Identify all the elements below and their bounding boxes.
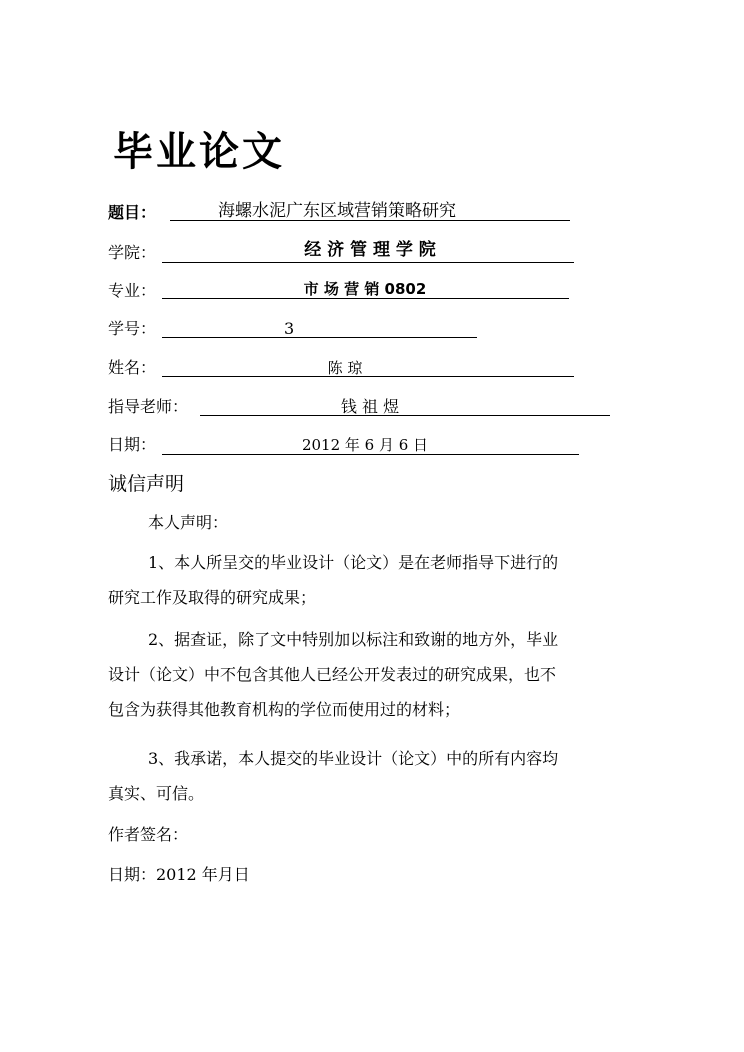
signature-date: 日期：2012 年月日 <box>108 865 250 884</box>
date-underline <box>162 454 579 455</box>
signature-label: 作者签名： <box>108 825 189 844</box>
declaration-item-1-line-2: 研究工作及取得的研究成果； <box>108 588 317 607</box>
advisor-value: 钱 祖 煜 <box>340 397 400 416</box>
declaration-item-1 <box>108 545 638 615</box>
major-underline <box>162 298 569 299</box>
topic-label: 题目： <box>108 203 157 222</box>
declaration-item-3-line-2: 真实、可信。 <box>108 784 205 803</box>
declaration-item-2-line-3: 包含为获得其他教育机构的学位而使用过的材料； <box>108 700 461 719</box>
declaration-item-2-line-1: 2、据查证，除了文中特别加以标注和致谢的地方外，毕业 <box>148 630 559 649</box>
topic-value: 海螺水泥广东区域营销策略研究 <box>218 201 456 221</box>
declaration-item-3-line-1: 3、我承诺，本人提交的毕业设计（论文）中的所有内容均 <box>148 749 559 768</box>
college-value: 经 济 管 理 学 院 <box>304 240 436 260</box>
declaration-item-3 <box>108 741 638 811</box>
advisor-underline <box>200 415 610 416</box>
declaration-heading: 诚信声明 <box>108 473 185 495</box>
major-label: 专业： <box>108 281 157 300</box>
declaration-item-1-line-1: 1、本人所呈交的毕业设计（论文）是在老师指导下进行的 <box>148 553 559 572</box>
page-title: 毕业论文 <box>113 129 285 175</box>
college-label: 学院： <box>108 243 157 262</box>
name-label: 姓名： <box>108 358 157 377</box>
topic-underline <box>170 220 570 221</box>
name-value: 陈 琼 <box>327 359 363 377</box>
advisor-label: 指导老师： <box>108 397 189 416</box>
college-underline <box>162 262 574 263</box>
student-id-label: 学号： <box>108 319 157 338</box>
declaration-intro: 本人声明： <box>148 513 229 532</box>
student-id-value: 3 <box>284 319 295 338</box>
student-id-underline <box>162 337 477 338</box>
declaration-item-2 <box>108 622 638 727</box>
major-value: 市 场 营 销 0802 <box>303 280 427 298</box>
date-value: 2012 年 6 月 6 日 <box>301 436 429 454</box>
declaration-item-2-line-2: 设计（论文）中不包含其他人已经公开发表过的研究成果，也不 <box>108 665 557 684</box>
date-label: 日期： <box>108 435 157 454</box>
name-underline <box>162 376 574 377</box>
